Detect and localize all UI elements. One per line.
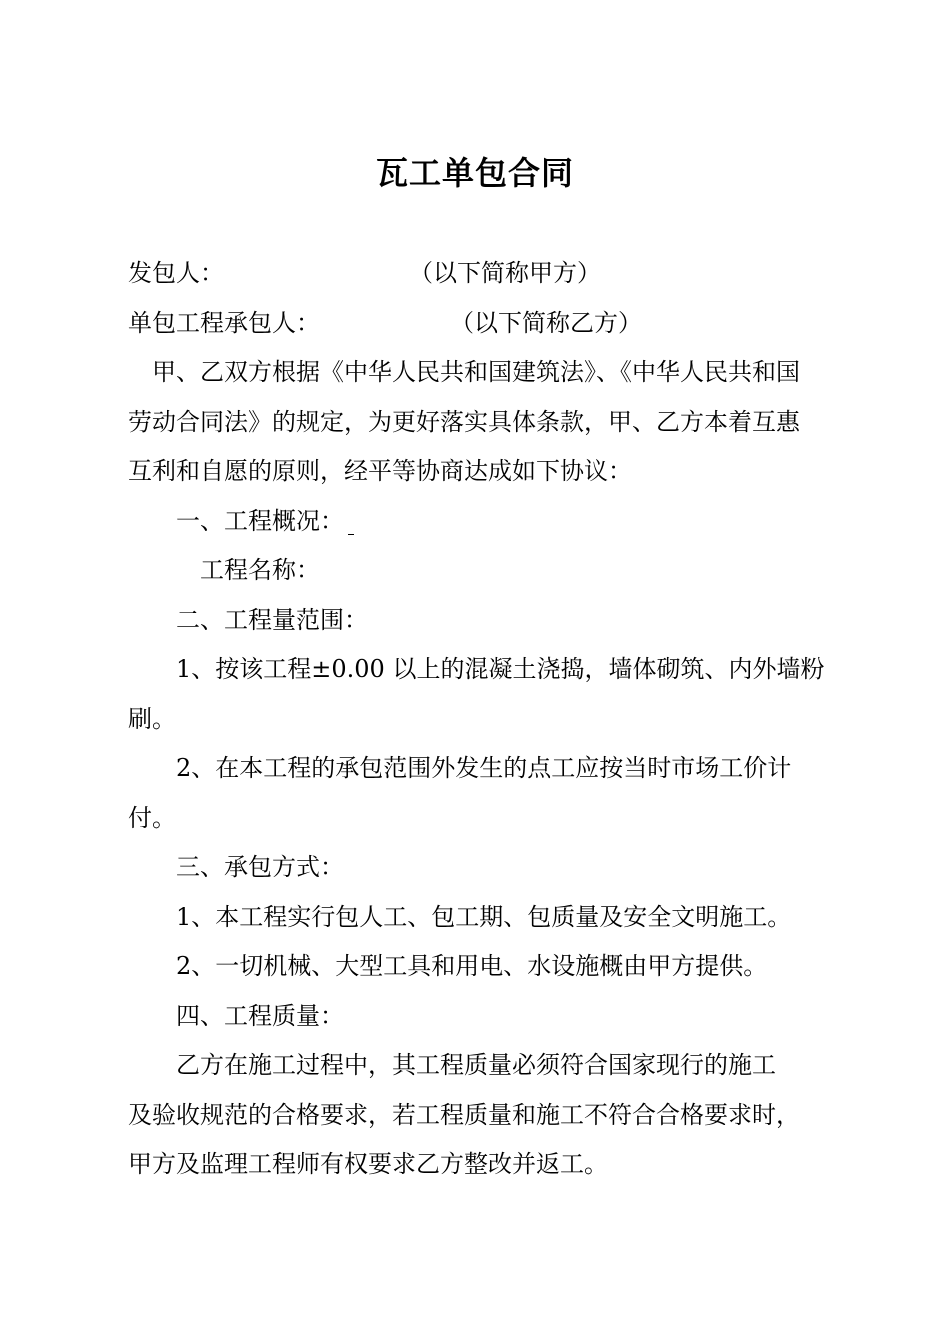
party-a-line <box>128 249 828 299</box>
party-a-label: 发包人： <box>128 259 224 287</box>
section-heading-quality: 四、工程质量： <box>176 1001 344 1030</box>
party-b-note: （以下简称乙方） <box>450 308 642 337</box>
quality-text-line: 乙方在施工过程中，其工程质量必须符合国家现行的施工 <box>176 1051 776 1079</box>
scope-item-1-cont: 刷。 <box>128 704 176 733</box>
quality-text-line: 及验收规范的合格要求，若工程质量和施工不符合合格要求时， <box>128 1100 800 1129</box>
scope-item-1: 1、按该工程±0.00 以上的混凝土浇捣，墙体砌筑、内外墙粉 <box>176 655 825 683</box>
method-item-1: 1、本工程实行包人工、包工期、包质量及安全文明施工。 <box>176 902 792 931</box>
underline-mark <box>348 534 354 535</box>
party-b-label: 单包工程承包人： <box>128 308 320 337</box>
document-body <box>128 249 828 1190</box>
scope-item-2-cont: 付。 <box>128 803 176 832</box>
method-item-2: 2、一切机械、大型工具和用电、水设施概由甲方提供。 <box>176 952 768 980</box>
section-heading-scope: 二、工程量范围： <box>176 605 368 634</box>
preamble-line: 甲、乙双方根据《中华人民共和国建筑法》、《中华人民共和国 <box>152 358 800 386</box>
preamble-line: 劳动合同法》的规定，为更好落实具体条款，甲、乙方本着互惠 <box>128 407 800 436</box>
section-heading-method: 三、承包方式： <box>176 853 344 881</box>
party-b-line <box>128 299 828 349</box>
quality-text-line: 甲方及监理工程师有权要求乙方整改并返工。 <box>128 1150 608 1178</box>
document-title: 瓦工单包合同 <box>375 154 574 192</box>
party-a-note: （以下简称甲方） <box>409 259 601 287</box>
scope-item-2: 2、在本工程的承包范围外发生的点工应按当时市场工价计 <box>176 754 792 782</box>
preamble-line: 互利和自愿的原则，经平等协商达成如下协议： <box>128 457 632 485</box>
project-name-label: 工程名称： <box>200 556 320 584</box>
section-heading-overview <box>128 497 828 547</box>
section-heading-text: 一、工程概况： <box>176 506 344 535</box>
